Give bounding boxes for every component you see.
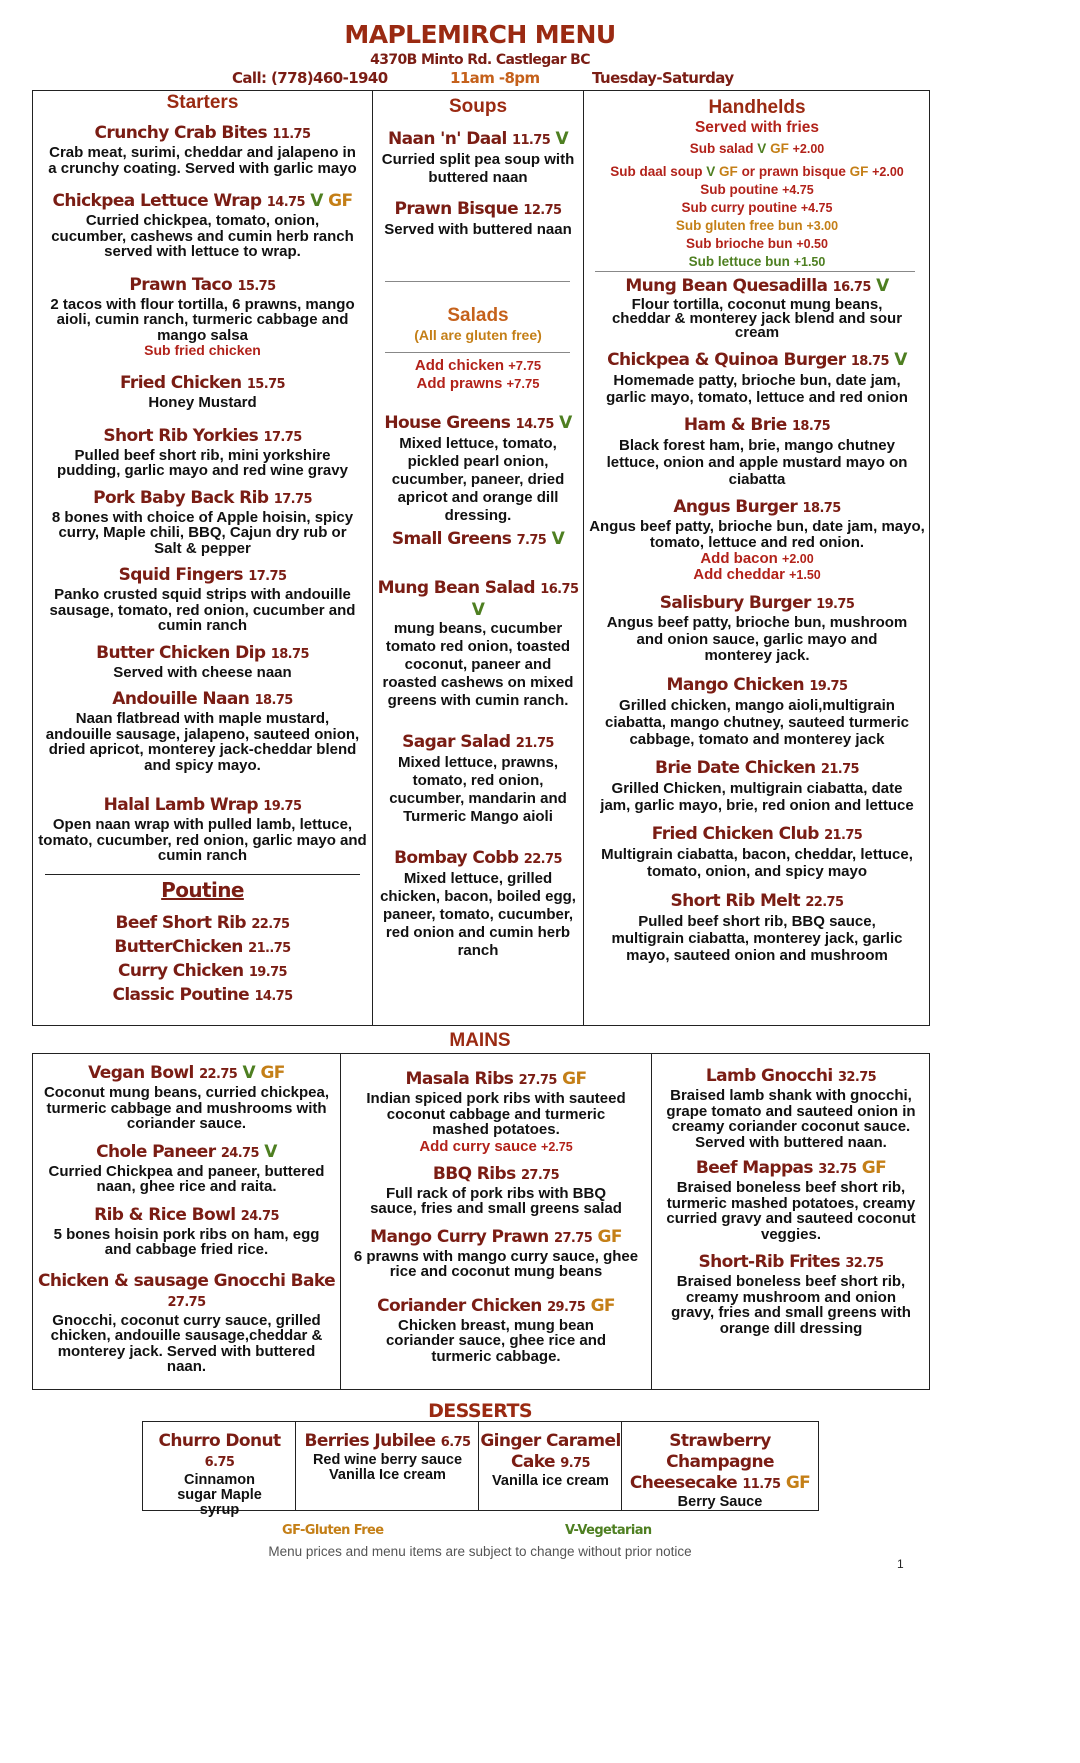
item-name: Chickpea & Quinoa Burger 18.75 V — [607, 350, 907, 370]
gluten-free-badge: GF — [590, 1295, 615, 1316]
column-divider — [340, 1053, 341, 1390]
item-description: Grilled chicken, mango aioli,multigrain ciabatta, mango chutney, sauteed turmeric cabbage, tomato and monterey jack — [605, 696, 909, 748]
item-description: Pulled beef short rib, BBQ sauce, multigrain ciabatta, monterey jack, garlic mayo, sauteed onion and mushroom — [611, 912, 903, 964]
menu-item — [36, 689, 369, 773]
item-description: 6 prawns with mango curry sauce, ghee rice and coconut mung beans — [353, 1247, 639, 1280]
handhelds-items — [587, 272, 927, 964]
sub-option: Sub lettuce bun +1.50 — [688, 254, 826, 269]
addon-line: Add cheddar +1.50 — [693, 566, 821, 583]
gluten-free-badge: GF — [328, 191, 353, 211]
item-description: Pulled beef short rib, mini yorkshire pudding, garlic mayo and red wine gravy — [57, 446, 348, 479]
mains-heading: MAINS — [449, 1030, 511, 1051]
mains-column-2 — [344, 1069, 648, 1364]
item-name: Fried Chicken Club 21.75 — [651, 823, 863, 844]
item-name: Chole Paneer 24.75 V — [96, 1141, 277, 1162]
item-description: Mixed lettuce, prawns, tomato, red onion, cucumber, mandarin and Turmeric Mango aioli — [389, 754, 567, 825]
soups-heading: Soups — [448, 96, 508, 117]
phone-number: Call: (778)460-1940 — [232, 69, 388, 87]
item-description: Crab meat, surimi, cheddar and jalapeno in a crunchy coating. Served with garlic mayo — [48, 144, 357, 177]
gluten-free-legend: GF-Gluten Free — [282, 1523, 384, 1538]
menu-item — [376, 129, 580, 187]
item-description: Flour tortilla, coconut mung beans, cheddar & monterey jack blend and sour cream — [611, 296, 903, 341]
vegetarian-badge: V — [894, 350, 907, 370]
dessert-item — [623, 1421, 817, 1509]
item-description: Cinnamon sugar Maple syrup — [177, 1472, 262, 1518]
item-name: Brie Date Chicken 21.75 — [655, 757, 859, 778]
item-name: Masala Ribs 27.75 GF — [405, 1069, 587, 1089]
poutine-item: Curry Chicken 19.75 — [118, 961, 287, 981]
handhelds-column — [587, 97, 927, 271]
item-name: Coriander Chicken 29.75 GF — [377, 1295, 615, 1316]
handhelds-heading: Handhelds — [708, 97, 806, 118]
menu-item — [376, 413, 580, 525]
item-description: Naan flatbread with maple mustard, andouille sausage, jalapeno, sauteed onion, dried apricot, monterey jack-cheddar blend and spicy mayo. — [45, 710, 360, 774]
item-description: Red wine berry sauce Vanilla Ice cream — [312, 1452, 463, 1483]
item-description: 5 bones hoisin pork ribs on ham, egg and cabbage fried rice. — [53, 1225, 320, 1258]
item-note: Sub fried chicken — [144, 342, 261, 358]
column-divider — [621, 1421, 622, 1511]
item-name: Prawn Taco 15.75 — [129, 274, 276, 295]
item-name: Berries Jubilee 6.75 — [304, 1431, 471, 1451]
item-description: Homemade patty, brioche bun, date jam, garlic mayo, tomato, lettuce and red onion — [606, 372, 908, 406]
dessert-item — [480, 1421, 621, 1509]
poutine-item: Beef Short Rib 22.75 — [115, 913, 290, 933]
item-name: Prawn Bisque 12.75 — [394, 199, 562, 219]
item-description: Honey Mustard — [148, 394, 257, 411]
menu-item — [587, 415, 927, 488]
item-description: Panko crusted squid strips with andouille sausage, tomato, red onion, cucumber and cumin ranch — [49, 586, 356, 634]
menu-item — [587, 497, 927, 583]
item-description: Curried Chickpea and paneer, buttered naan, ghee rice and raita. — [48, 1162, 325, 1195]
desserts-heading: DESSERTS — [428, 1400, 532, 1422]
menu-item — [344, 1069, 648, 1156]
menu-item — [655, 1066, 927, 1150]
menu-item — [376, 848, 580, 960]
menu-item — [36, 1142, 337, 1195]
menu-item — [36, 795, 369, 864]
salads-items — [376, 403, 580, 960]
menu-item — [36, 426, 369, 479]
starters-heading: Starters — [166, 92, 239, 113]
menu-item — [587, 593, 927, 665]
item-description: Mixed lettuce, grilled chicken, bacon, boiled egg, paneer, tomato, cucumber, red onion and cumin herb ranch — [380, 870, 576, 959]
sub-option: Sub gluten free bun +3.00 — [675, 218, 839, 233]
item-name: Fried Chicken 15.75 — [120, 373, 285, 393]
item-description: Braised boneless beef short rib, turmeric mashed potatoes, creamy curried gravy and sauteed coconut veggies. — [666, 1179, 916, 1243]
item-name: BBQ Ribs 27.75 — [432, 1163, 560, 1184]
menu-item — [36, 1205, 337, 1258]
divider — [385, 352, 570, 353]
menu-item — [655, 1158, 927, 1242]
item-description: Coconut mung beans, curried chickpea, turmeric cabbage and mushrooms with coriander sauce. — [43, 1084, 330, 1132]
item-description: Grilled Chicken, multigrain ciabatta, date jam, garlic mayo, brie, red onion and lettuce — [600, 779, 914, 814]
addon-line: Add prawns +7.75 — [416, 375, 540, 392]
item-description: Black forest ham, brie, mango chutney lettuce, onion and apple mustard mayo on ciabatta — [606, 437, 908, 488]
starters-column — [36, 92, 369, 864]
item-description: Vanilla ice cream — [492, 1473, 609, 1489]
column-divider — [583, 90, 584, 1026]
addon-line: Add curry sauce +2.75 — [419, 1137, 573, 1155]
poutine-section — [36, 878, 369, 1008]
sub-option: Sub daal soup V GF or prawn bisque GF +2.00 — [610, 164, 904, 179]
menu-item — [376, 578, 580, 710]
restaurant-address: 4370B Minto Rd. Castlegar BC — [370, 52, 590, 68]
item-description: Served with cheese naan — [113, 663, 292, 681]
gluten-free-badge: GF — [861, 1158, 887, 1178]
menu-item — [376, 529, 580, 551]
menu-item — [36, 1271, 337, 1375]
item-name: Short-Rib Frites 32.75 — [698, 1252, 884, 1272]
salad-addons — [376, 357, 580, 393]
item-name: Ham & Brie 18.75 — [683, 415, 831, 435]
item-name: Strawberry Champagne Cheesecake 11.75 GF — [629, 1431, 811, 1493]
item-description: Curried chickpea, tomato, onion, cucumber, cashews and cumin herb ranch served with lettuce to wrap. — [51, 212, 354, 260]
item-description: Braised boneless beef short rib, creamy mushroom and onion gravy, fries and small greens with orange dill dressing — [671, 1273, 911, 1337]
poutine-heading: Poutine — [161, 878, 244, 902]
opening-hours: 11am -8pm — [450, 69, 540, 87]
menu-item — [344, 1164, 648, 1217]
gluten-free-badge: GF — [260, 1063, 285, 1083]
vegetarian-badge: V — [264, 1141, 277, 1162]
menu-item — [587, 276, 927, 340]
page-number: 1 — [897, 1557, 904, 1571]
column-divider — [651, 1053, 652, 1390]
item-name: Short Rib Yorkies 17.75 — [103, 425, 302, 446]
menu-item — [655, 1252, 927, 1336]
menu-item — [587, 675, 927, 748]
vegetarian-badge: V — [876, 276, 889, 296]
item-name: Small Greens 7.75 V — [391, 529, 565, 549]
gluten-free-badge: GF — [562, 1069, 587, 1089]
vegetarian-badge: V — [551, 529, 565, 549]
sub-option: Sub poutine +4.75 — [700, 182, 814, 197]
item-name: Butter Chicken Dip 18.75 — [96, 642, 309, 663]
item-name: Crunchy Crab Bites 11.75 — [94, 123, 311, 143]
dessert-item — [297, 1421, 478, 1509]
item-description: Multigrain ciabatta, bacon, cheddar, lettuce, tomato, onion, and spicy mayo — [601, 845, 913, 880]
item-name: Rib & Rice Bowl 24.75 — [94, 1204, 279, 1225]
column-divider — [295, 1421, 296, 1511]
opening-days: Tuesday-Saturday — [592, 69, 734, 87]
item-description: 8 bones with choice of Apple hoisin, spicy curry, Maple chili, BBQ, Cajun dry rub or Salt & pepper — [51, 508, 354, 557]
item-description: Open naan wrap with pulled lamb, lettuce, tomato, cucumber, red onion, garlic mayo and cumin ranch — [38, 816, 367, 864]
menu-item — [36, 275, 369, 359]
item-description: 2 tacos with flour tortilla, 6 prawns, mango aioli, cumin ranch, turmeric cabbage and mango salsa — [50, 295, 355, 344]
menu-item — [587, 350, 927, 406]
item-name: Sagar Salad 21.75 — [402, 732, 554, 752]
menu-item — [344, 1296, 648, 1365]
column-divider — [478, 1421, 479, 1511]
menu-item — [376, 732, 580, 826]
item-description: Angus beef patty, brioche bun, date jam, mayo, tomato, lettuce and red onion. — [589, 518, 925, 551]
item-name: Salisbury Burger 19.75 — [659, 593, 855, 613]
salads-heading: Salads — [447, 305, 509, 326]
salads-section — [376, 305, 580, 343]
addon-line: Add chicken +7.75 — [414, 357, 542, 374]
menu-item — [587, 824, 927, 880]
menu-item — [344, 1227, 648, 1280]
item-description: Angus beef patty, brioche bun, mushroom and onion sauce, garlic mayo and monterey jack. — [606, 614, 908, 664]
item-name: Mung Bean Quesadilla 16.75 V — [625, 276, 889, 296]
gluten-free-badge: GF — [597, 1226, 622, 1247]
menu-item — [587, 891, 927, 964]
menu-title: MAPLEMIRCH MENU — [344, 20, 616, 49]
menu-item — [36, 123, 369, 176]
item-name: Naan 'n' Daal 11.75 V — [387, 129, 569, 149]
item-name: Pork Baby Back Rib 17.75 — [93, 487, 312, 508]
item-name: Vegan Bowl 22.75 V GF — [88, 1063, 285, 1083]
item-description: Indian spiced pork ribs with sauteed coconut cabbage and turmeric mashed potatoes. — [366, 1090, 626, 1138]
item-name: Mango Chicken 19.75 — [666, 674, 848, 695]
item-description: mung beans, cucumber tomato red onion, toasted coconut, paneer and roasted cashews on mixed greens with cumin ranch. — [382, 620, 574, 709]
soups-salads-column — [376, 96, 580, 239]
menu-item — [36, 643, 369, 681]
item-description: Full rack of pork ribs with BBQ sauce, fries and small greens salad — [370, 1184, 622, 1217]
item-description: Served with buttered naan — [384, 221, 572, 238]
item-name: Halal Lamb Wrap 19.75 — [103, 795, 302, 815]
menu-item — [36, 488, 369, 557]
divider — [385, 281, 570, 282]
sub-option: Sub brioche bun +0.50 — [686, 236, 828, 251]
vegetarian-badge: V — [471, 600, 485, 620]
item-name: Ginger Caramel Cake 9.75 — [480, 1431, 621, 1472]
item-name: Lamb Gnocchi 32.75 — [705, 1066, 877, 1086]
item-name: Mung Bean Salad 16.75 V — [377, 578, 579, 620]
salads-subtitle: (All are gluten free) — [414, 327, 542, 343]
vegetarian-badge: V — [310, 191, 323, 211]
disclaimer: Menu prices and menu items are subject to change without prior notice — [268, 1544, 692, 1559]
item-description: Curried split pea soup with buttered naan — [381, 151, 575, 186]
menu-item — [36, 191, 369, 260]
addon-line: Add bacon +2.00 — [700, 550, 814, 567]
item-name: Bombay Cobb 22.75 — [394, 848, 562, 868]
item-name: Squid Fingers 17.75 — [118, 565, 287, 585]
vegetarian-legend: V-Vegetarian — [565, 1523, 652, 1538]
item-description: Gnocchi, coconut curry sauce, grilled chicken, andouille sausage,cheddar & monterey jack. Served with buttered naan. — [50, 1311, 323, 1375]
item-description: Mixed lettuce, tomato, pickled pearl onion, cucumber, paneer, dried apricot and orange dill dressing. — [391, 435, 565, 524]
handhelds-subtitle: Served with fries — [694, 119, 820, 136]
item-description: Berry Sauce — [677, 1494, 763, 1510]
mains-column-3 — [655, 1066, 927, 1336]
poutine-item: Classic Poutine 14.75 — [112, 985, 293, 1005]
dessert-item — [144, 1421, 295, 1518]
mains-column-1 — [36, 1063, 337, 1375]
menu-item — [36, 373, 369, 411]
menu-item — [36, 565, 369, 634]
menu-item — [376, 199, 580, 239]
item-name: Chickpea Lettuce Wrap 14.75 V GF — [52, 191, 353, 211]
column-divider — [372, 90, 373, 1026]
sub-option: Sub salad V GF +2.00 — [689, 141, 825, 156]
poutine-item: ButterChicken 21..75 — [114, 937, 291, 957]
vegetarian-badge: V — [559, 413, 572, 433]
vegetarian-badge: V — [555, 129, 569, 149]
divider — [45, 874, 360, 875]
menu-item — [587, 758, 927, 814]
item-name: Beef Mappas 32.75 GF — [695, 1158, 887, 1178]
item-name: Chicken & sausage Gnocchi Bake 27.75 — [37, 1270, 336, 1310]
gluten-free-badge: GF — [785, 1473, 811, 1493]
item-description: Chicken breast, mung bean coriander sauce, ghee rice and turmeric cabbage. — [385, 1316, 607, 1365]
item-name: Churro Donut 6.75 — [158, 1431, 281, 1470]
sub-option: Sub curry poutine +4.75 — [681, 200, 833, 215]
item-name: Mango Curry Prawn 27.75 GF — [370, 1226, 622, 1247]
item-name: Angus Burger 18.75 — [673, 497, 841, 517]
item-description: Braised lamb shank with gnocchi, grape tomato and sauteed onion in creamy coriander coconut sauce. Served with buttered naan. — [666, 1087, 916, 1151]
item-name: Andouille Naan 18.75 — [112, 689, 293, 709]
item-name: House Greens 14.75 V — [384, 413, 572, 433]
vegetarian-badge: V — [242, 1063, 256, 1083]
menu-item — [36, 1063, 337, 1132]
item-name: Short Rib Melt 22.75 — [670, 890, 844, 911]
